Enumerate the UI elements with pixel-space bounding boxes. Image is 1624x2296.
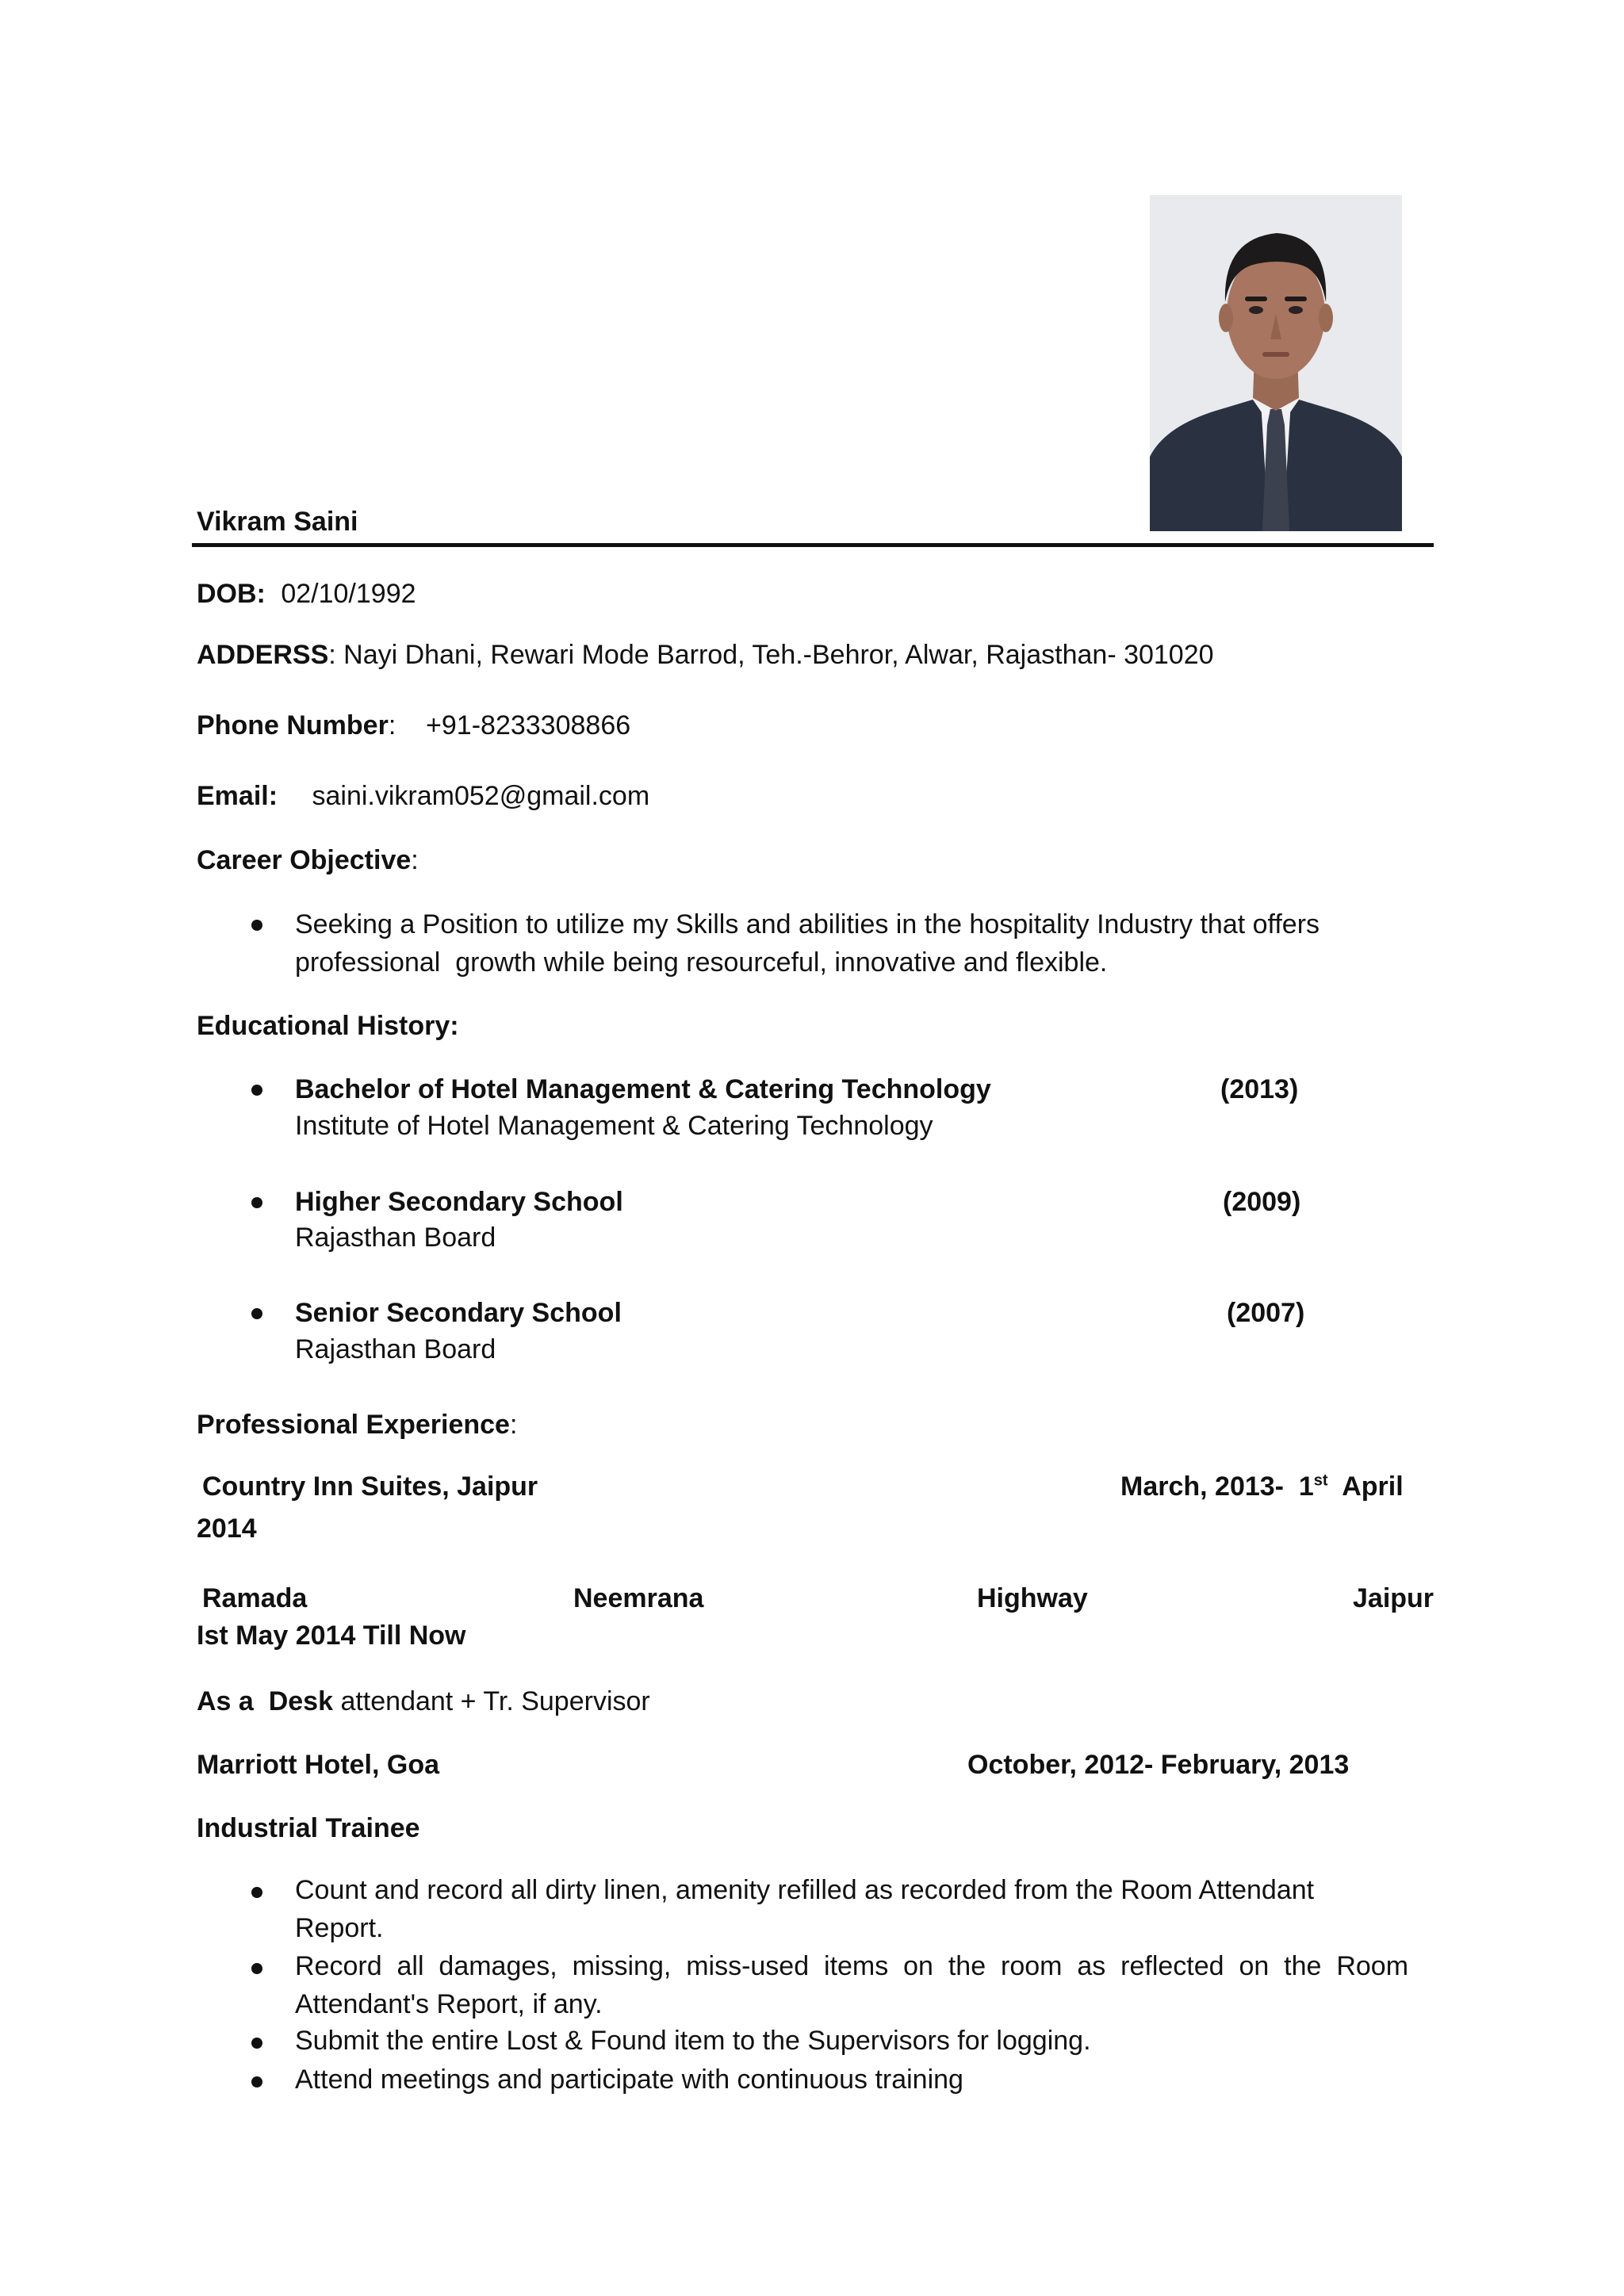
email-label: Email: (197, 781, 278, 811)
bullet-icon (251, 1887, 262, 1898)
header-divider (192, 543, 1434, 547)
education-institution: Rajasthan Board (295, 1223, 496, 1253)
email-row (197, 779, 649, 813)
career-objective-line2: professional growth while being resourceful, innovative and flexible. (295, 947, 1108, 978)
job-employer-word: Neemrana (573, 1583, 704, 1613)
career-objective-line1: Seeking a Position to utilize my Skills and abilities in the hospitality Industry that offers (295, 909, 1320, 939)
dob-label: DOB: (197, 579, 266, 609)
education-heading: Educational History: (197, 1011, 459, 1041)
experience-heading: Professional Experience: (197, 1410, 518, 1440)
address-value: : Nayi Dhani, Rewari Mode Barrod, Teh.-Behror, Alwar, Rajasthan- 301020 (328, 640, 1214, 670)
job-employer-word: Highway (977, 1583, 1088, 1613)
duty-item: Attend meetings and participate with continuous training (295, 2064, 963, 2095)
bullet-icon (251, 2038, 262, 2049)
bullet-icon (251, 1308, 262, 1319)
education-year: (2009) (1223, 1187, 1301, 1217)
person-portrait-icon (1150, 195, 1402, 531)
duty-item: Count and record all dirty linen, amenity refilled as recorded from the Room Attendant Report. (295, 1875, 1315, 1943)
education-year: (2013) (1220, 1074, 1299, 1104)
bullet-icon (251, 2076, 262, 2087)
dob-row (197, 576, 416, 611)
address-row (197, 637, 1214, 672)
phone-value: : +91-8233308866 (388, 710, 631, 740)
dob-value: 02/10/1992 (281, 579, 416, 609)
bullet-icon (251, 920, 262, 931)
education-title: Higher Secondary School (295, 1187, 623, 1217)
job-dates: October, 2012- February, 2013 (967, 1750, 1350, 1780)
candidate-name: Vikram Saini (197, 507, 358, 537)
job-employer-word: Ramada (202, 1583, 308, 1613)
phone-label: Phone Number (197, 710, 389, 740)
job-role: As a Desk attendant + Tr. Supervisor (197, 1686, 650, 1716)
education-title: Bachelor of Hotel Management & Catering Technology (295, 1074, 991, 1104)
profile-photo (1150, 195, 1402, 531)
email-value: saini.vikram052@gmail.com (312, 781, 650, 811)
job-dates: March, 2013- 1st April (1120, 1471, 1404, 1502)
education-year: (2007) (1227, 1298, 1305, 1328)
job-employer-word: Jaipur (1353, 1583, 1434, 1613)
education-institution: Institute of Hotel Management & Catering Technology (295, 1111, 933, 1141)
education-title: Senior Secondary School (295, 1298, 622, 1328)
job-employer: Marriott Hotel, Goa (197, 1750, 440, 1780)
duty-item: Submit the entire Lost & Found item to the Supervisors for logging. (295, 2026, 1091, 2056)
job-employer: Country Inn Suites, Jaipur (202, 1471, 538, 1502)
job-dates: Ist May 2014 Till Now (197, 1621, 466, 1651)
phone-row (197, 708, 630, 743)
bullet-icon (251, 1197, 262, 1208)
trainee-heading: Industrial Trainee (197, 1813, 420, 1843)
job-dates-continued: 2014 (197, 1513, 257, 1544)
duty-item: Record all damages, missing, miss-used items on the room as reflected on the Room Attendant's Report, if any. (295, 1951, 1409, 2019)
education-institution: Rajasthan Board (295, 1334, 496, 1364)
bullet-icon (251, 1963, 262, 1974)
bullet-icon (251, 1085, 262, 1096)
career-objective-heading: Career Objective: (197, 845, 419, 875)
address-label: ADDERSS (197, 640, 329, 670)
